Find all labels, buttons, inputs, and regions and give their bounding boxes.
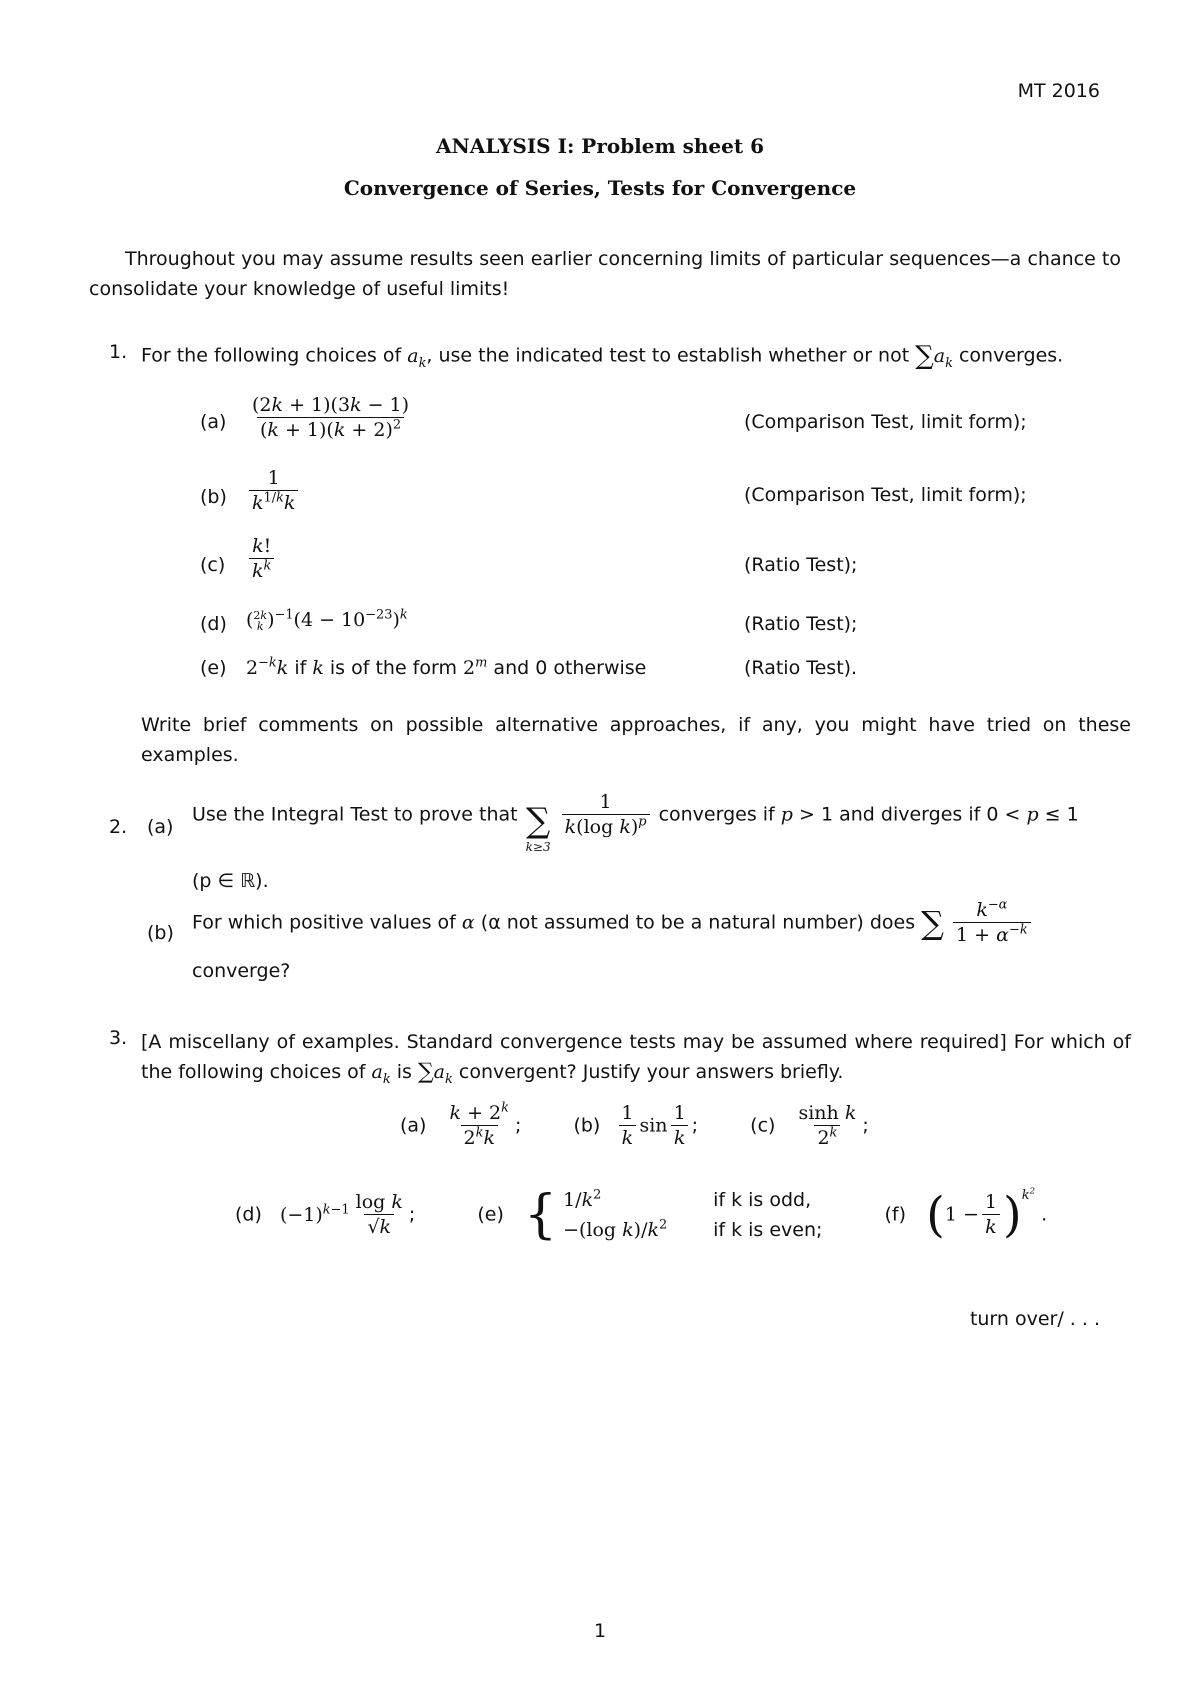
q3-label-c: (c) (750, 1114, 776, 1137)
expression: $\frac{1}{k^{1/k}k}$ (246, 468, 301, 514)
q2b-text: For which positive values of α (α not assumed to be a natural number) does ∑ $\frac{k^{-\alpha}}{1 + \alpha^{-k}}$ (192, 900, 1132, 946)
q1-item-e (200, 657, 1100, 687)
q3-row-2: (d) $(-1)^{k-1}$ $\frac{\text{log k}}{√k}$ ; (e) { $1/k^2$ if k is odd, −(log $k)/k^2$ if k is even; (f) (1 − $\frac{1}{k}$ )$^{k^2}$ . (235, 1185, 1048, 1245)
case-even: if k is even; (713, 1219, 823, 1241)
item-label: (a) (200, 411, 227, 433)
term-label: MT 2016 (1017, 80, 1100, 102)
q1-prompt: For the following choices of $a_k$, use the indicated test to establish whether or not $\sum a_k$ converges. (141, 341, 1064, 371)
test-name: (Ratio Test); (744, 613, 858, 635)
q3-label-e: (e) (477, 1203, 504, 1226)
item-label: (b) (200, 486, 227, 508)
q1-item-c (200, 536, 1100, 592)
q3-label-f: (f) (884, 1203, 907, 1226)
item-label: (c) (200, 554, 226, 576)
test-name: (Ratio Test); (744, 554, 858, 576)
intro-paragraph: Throughout you may assume results seen earlier concerning limits of particular sequences—a chance to consolidate your knowledge of useful limits! (89, 248, 1121, 300)
expression: $2^{-k}k$ if k is of the form 2$^m$ and 0 otherwise (246, 655, 647, 679)
q3-label-b: (b) (573, 1114, 601, 1137)
case-odd: if k is odd, (713, 1189, 812, 1211)
q3-number: 3. (109, 1027, 128, 1049)
expression: ( 2k k )$^{-1}(4 - 10^{-23})^k$ (246, 607, 408, 633)
expression: $\frac{k!}{k^k}$ (246, 536, 277, 582)
q2a-label: (a) (147, 816, 174, 838)
q2b-label: (b) (147, 922, 174, 944)
q3-label-a: (a) (400, 1114, 427, 1137)
q1-number: 1. (109, 341, 128, 363)
sheet-title: ANALYSIS I: Problem sheet 6 (436, 134, 764, 158)
q1-comment: Write brief comments on possible alternative approaches, if any, you might have tried on these examples. (141, 714, 1131, 766)
q2a-text: Use the Integral Test to prove that ∑ k≥3 $\frac{1}{k(\log k)^p}$ converges if p > 1 and diverges if 0 < p ≤ 1 (192, 791, 1079, 854)
item-label: (e) (200, 657, 227, 679)
test-name: (Comparison Test, limit form); (744, 484, 1027, 506)
q2-number: 2. (109, 816, 128, 838)
q2a-domain: (p ∈ ℝ). (192, 870, 269, 892)
q3-text: [A miscellany of examples. Standard convergence tests may be assumed where required] For which of the following choices of $a_k$ is $\sum a_k$ convergent? Justify your answers briefly. (141, 1031, 1131, 1087)
expression: $\frac{(2k + 1)(3k - 1)}{(k + 1)(k + 2)^2}$ (252, 394, 410, 441)
q1-item-d (200, 605, 1100, 641)
item-label: (d) (200, 613, 227, 635)
sheet-subtitle: Convergence of Series, Tests for Convergence (343, 176, 857, 200)
q3-row-1: (a) $\frac{k + 2^k}{2^kk}$ ; (b) $\frac{1}{k}$ sin $\frac{1}{k}$ ; (c) $\frac{\text{sinh k}}{2^k}$ ; (400, 1100, 869, 1149)
turn-over: turn over/ . . . (969, 1308, 1100, 1330)
q3-label-d: (d) (235, 1203, 262, 1226)
test-name: (Ratio Test). (744, 657, 858, 679)
test-name: (Comparison Test, limit form); (744, 411, 1027, 433)
page-number: 1 (593, 1620, 607, 1642)
q2b-converge: converge? (192, 960, 291, 982)
